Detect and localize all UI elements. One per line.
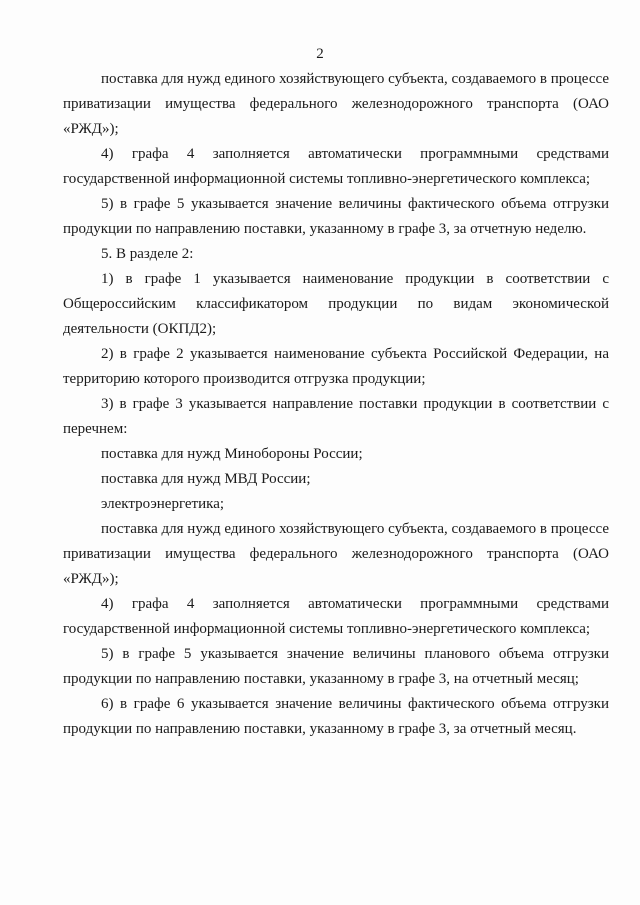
paragraph-item-4-section-2: 4) графа 4 заполняется автоматически программными средствами государственной информационной системы топливно-энергетического комплекса; <box>63 596 609 637</box>
paragraph-item-6-section-2: 6) в графе 6 указывается значение величины фактического объема отгрузки продукции по направлению поставки, указанному в графе 3, за отчетный месяц. <box>63 696 609 737</box>
list-item-rzhd-supply-2: поставка для нужд единого хозяйствующего субъекта, создаваемого в процессе приватизации имущества федерального железнодорожного транспорта (ОАО «РЖД»); <box>63 521 609 587</box>
list-item-defense-ministry: поставка для нужд Минобороны России; <box>101 446 363 462</box>
paragraph-rzhd-supply-1: поставка для нужд единого хозяйствующего субъекта, создаваемого в процессе приватизации имущества федерального железнодорожного транспорта (ОАО «РЖД»); <box>63 71 609 137</box>
page-number: 2 <box>316 46 324 62</box>
paragraph-item-5-section-2: 5) в графе 5 указывается значение величины планового объема отгрузки продукции по направлению поставки, указанному в графе 3, на отчетный месяц; <box>63 646 609 687</box>
paragraph-item-4-section-1: 4) графа 4 заполняется автоматически программными средствами государственной информационной системы топливно-энергетического комплекса; <box>63 146 609 187</box>
list-item-interior-ministry: поставка для нужд МВД России; <box>101 471 311 487</box>
paragraph-item-1-section-2: 1) в графе 1 указывается наименование продукции в соответствии с Общероссийским классификатором продукции по видам экономической деятельности (ОКПД2); <box>63 271 609 337</box>
paragraph-item-5-section-1: 5) в графе 5 указывается значение величины фактического объема отгрузки продукции по направлению поставки, указанному в графе 3, за отчетную неделю. <box>63 196 609 237</box>
paragraph-item-3-section-2: 3) в графе 3 указывается направление поставки продукции в соответствии с перечнем: <box>63 396 609 437</box>
paragraph-item-2-section-2: 2) в графе 2 указывается наименование субъекта Российской Федерации, на территорию которого производится отгрузка продукции; <box>63 346 609 387</box>
document-body <box>63 67 609 742</box>
paragraph-section-2-heading: 5. В разделе 2: <box>101 246 194 262</box>
list-item-power-industry: электроэнергетика; <box>101 496 225 512</box>
